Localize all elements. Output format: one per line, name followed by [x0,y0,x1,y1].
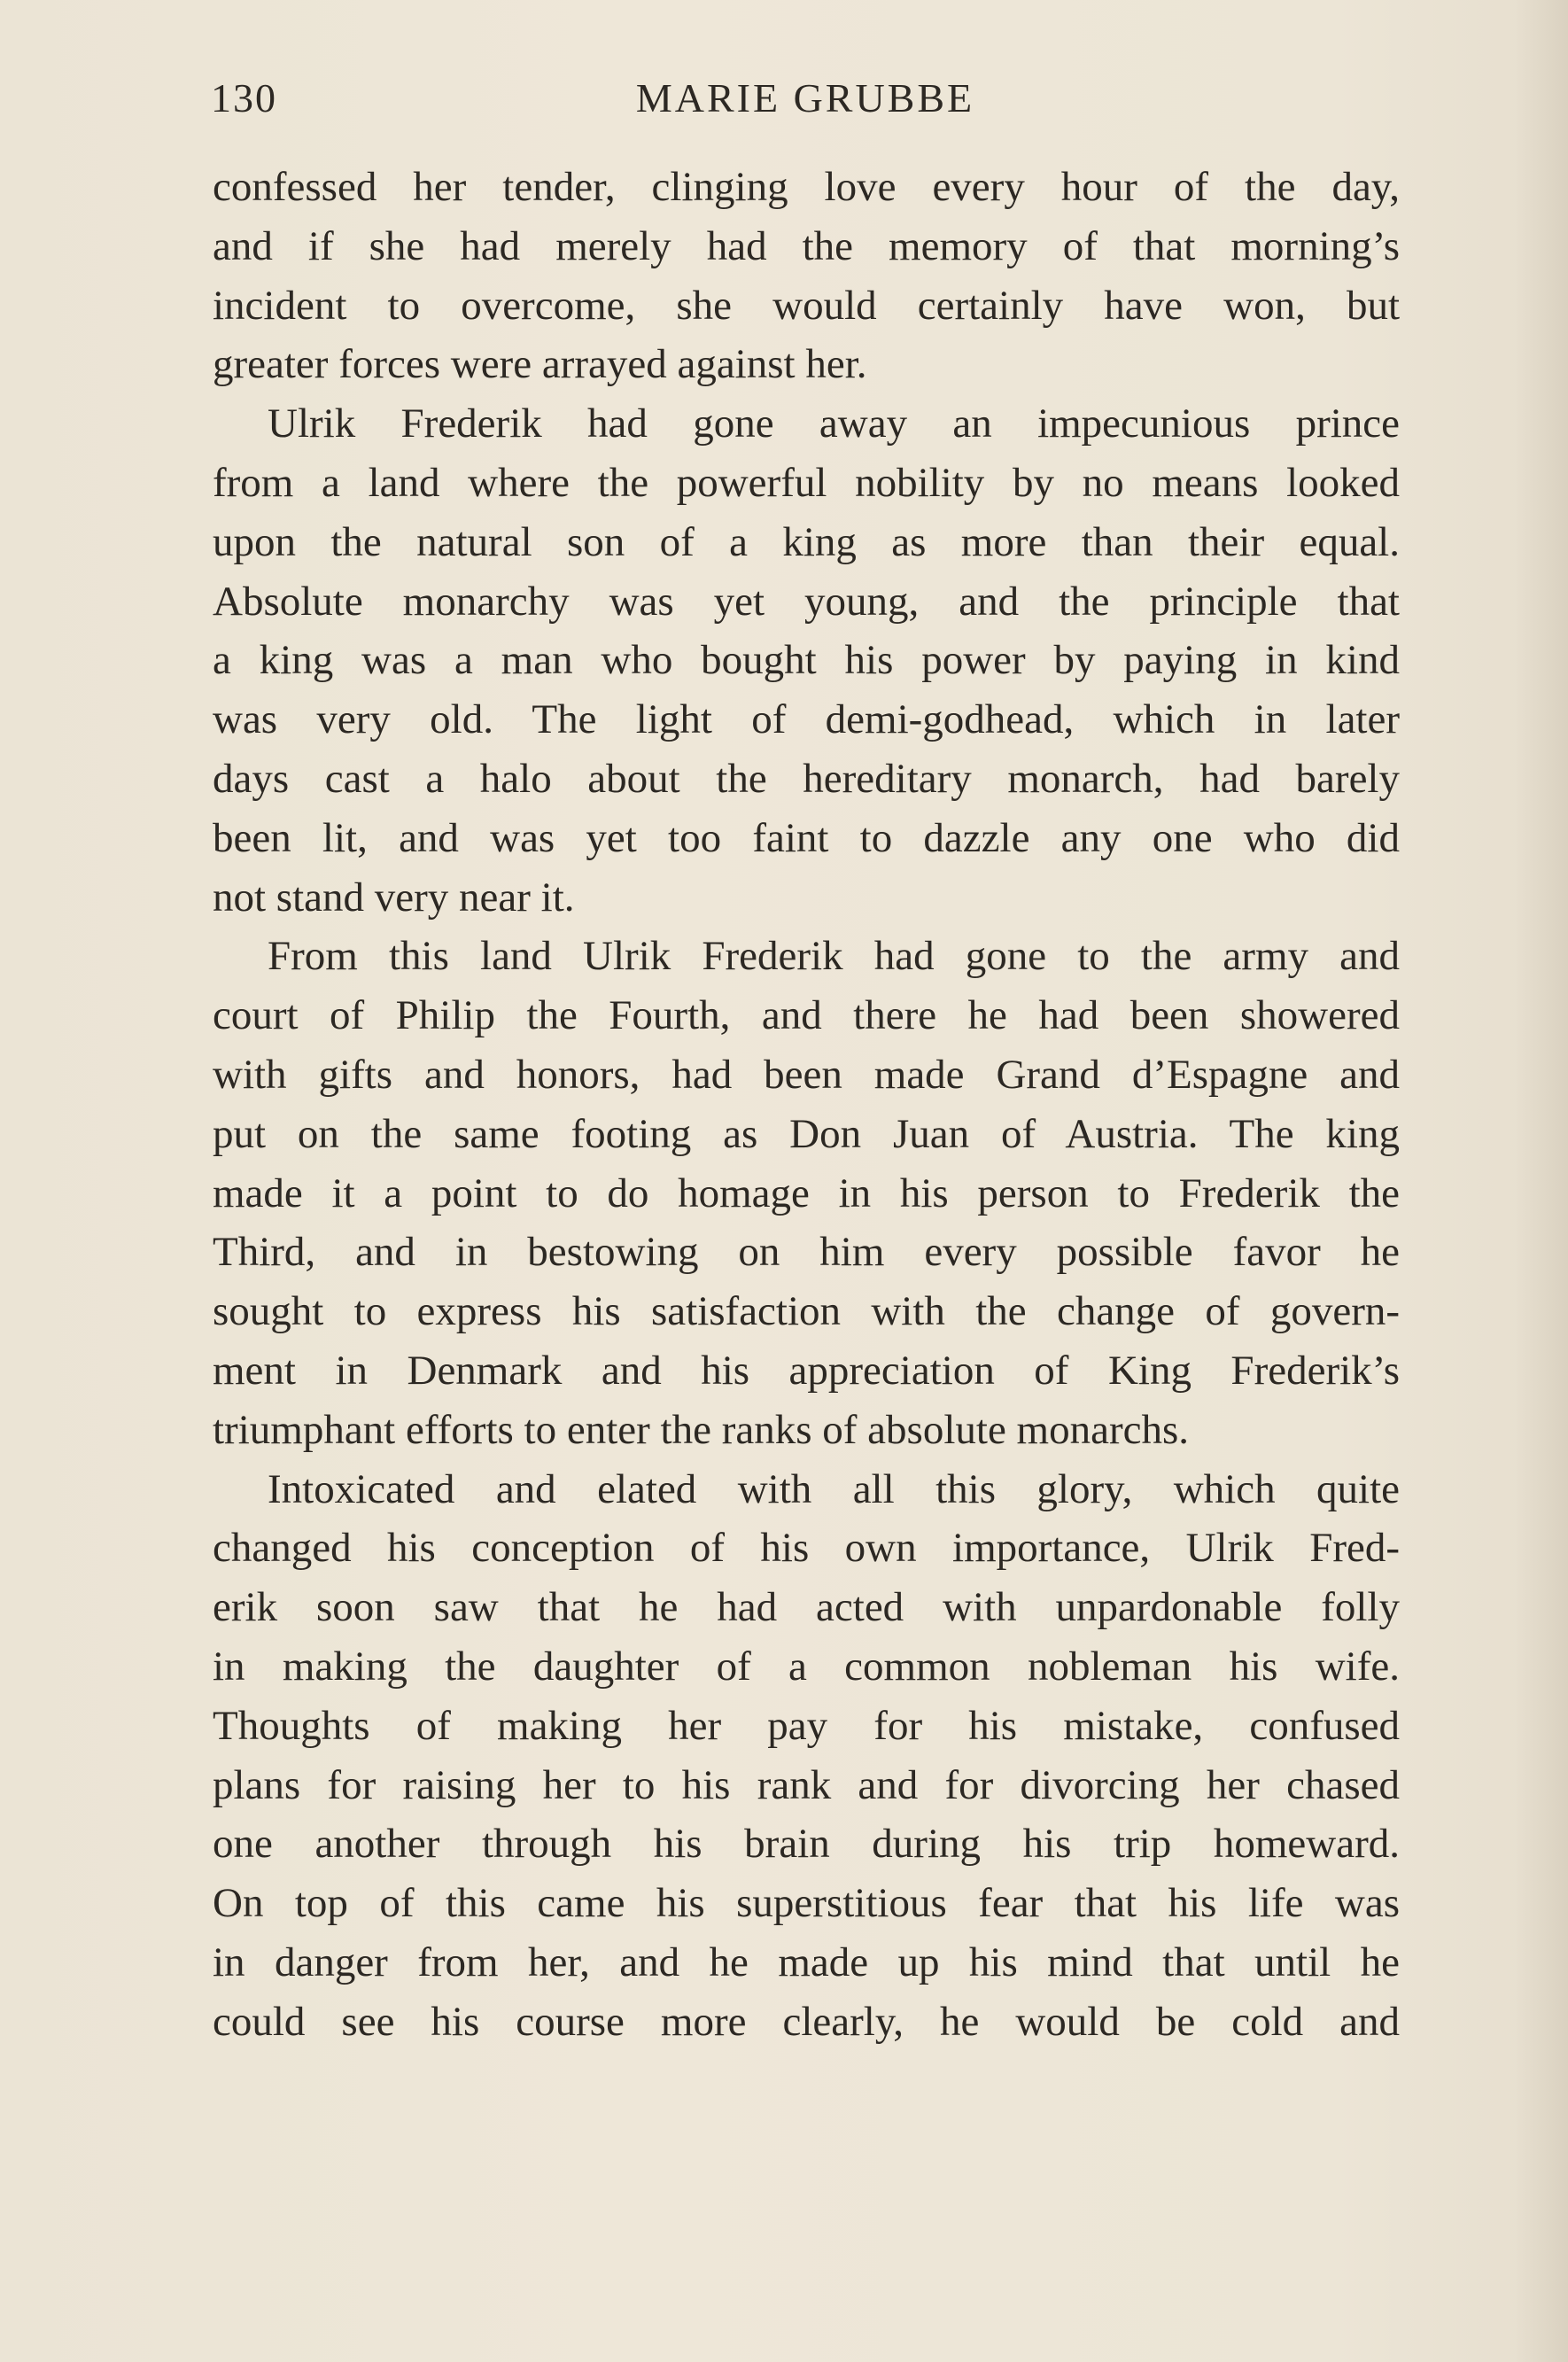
text-line: sought to express his satisfaction with the change of govern- [213,1288,1400,1335]
text-line: was very old. The light of demi-godhead, which in later [213,696,1400,743]
text-line: From this land Ulrik Frederik had gone to the army and [268,933,1400,980]
text-line: in danger from her, and he made up his mind that until he [213,1939,1400,1985]
text-line: On top of this came his superstitious fear that his life was [213,1880,1400,1927]
text-line: and if she had merely had the memory of that morning’s [213,222,1400,269]
text-line: Third, and in bestowing on him every possible favor he [213,1229,1400,1276]
text-line: days cast a halo about the hereditary monarch, had barely [213,755,1400,802]
running-title: MARIE GRUBBE [635,75,975,120]
text-line: changed his conception of his own importance, Ulrik Fred- [213,1525,1400,1572]
text-line: confessed her tender, clinging love every hour of the day, [213,164,1400,210]
text-line: from a land where the powerful nobility by no means looked [213,459,1400,506]
body-text [213,158,1400,2052]
page-header [211,74,1400,128]
paragraph [213,927,1400,1459]
text-line: been lit, and was yet too faint to dazzle any one who did [213,814,1400,861]
text-line: put on the same footing as Don Juan of Austria. The king [213,1110,1400,1157]
text-line: upon the natural son of a king as more than their equal. [213,518,1400,565]
text-line: triumphant efforts to enter the ranks of absolute monarchs. [213,1406,1190,1453]
paragraph [213,158,1400,394]
text-line: greater forces were arrayed against her. [213,341,867,388]
page-edge-shadow [1515,0,1568,2362]
text-line: with gifts and honors, had been made Grand d’Espagne and [213,1051,1400,1098]
page-number: 130 [211,75,277,120]
text-line: plans for raising her to his rank and for divorcing her chased [213,1761,1400,1808]
text-line: made it a point to do homage in his person to Frederik the [213,1169,1400,1216]
text-line: Thoughts of making her pay for his mistake, confused [213,1702,1400,1749]
text-line: Intoxicated and elated with all this glory, which quite [268,1465,1400,1512]
text-line: court of Philip the Fourth, and there he had been showered [213,992,1400,1039]
text-line: one another through his brain during his trip homeward. [213,1821,1400,1868]
paragraph [213,1460,1400,2052]
text-line: Ulrik Frederik had gone away an impecunious prince [268,400,1400,447]
text-line: erik soon saw that he had acted with unpardonable folly [213,1584,1400,1631]
text-line: a king was a man who bought his power by paying in kind [213,637,1400,684]
text-line: could see his course more clearly, he would be cold and [213,1998,1400,2045]
text-line: Absolute monarchy was yet young, and the principle that [213,578,1400,625]
paragraph [213,394,1400,927]
text-line: incident to overcome, she would certainly have won, but [213,282,1400,329]
text-line: in making the daughter of a common nobleman his wife. [213,1643,1400,1690]
text-line: not stand very near it. [213,874,575,921]
text-line: ment in Denmark and his appreciation of King Frederik’s [213,1347,1400,1394]
